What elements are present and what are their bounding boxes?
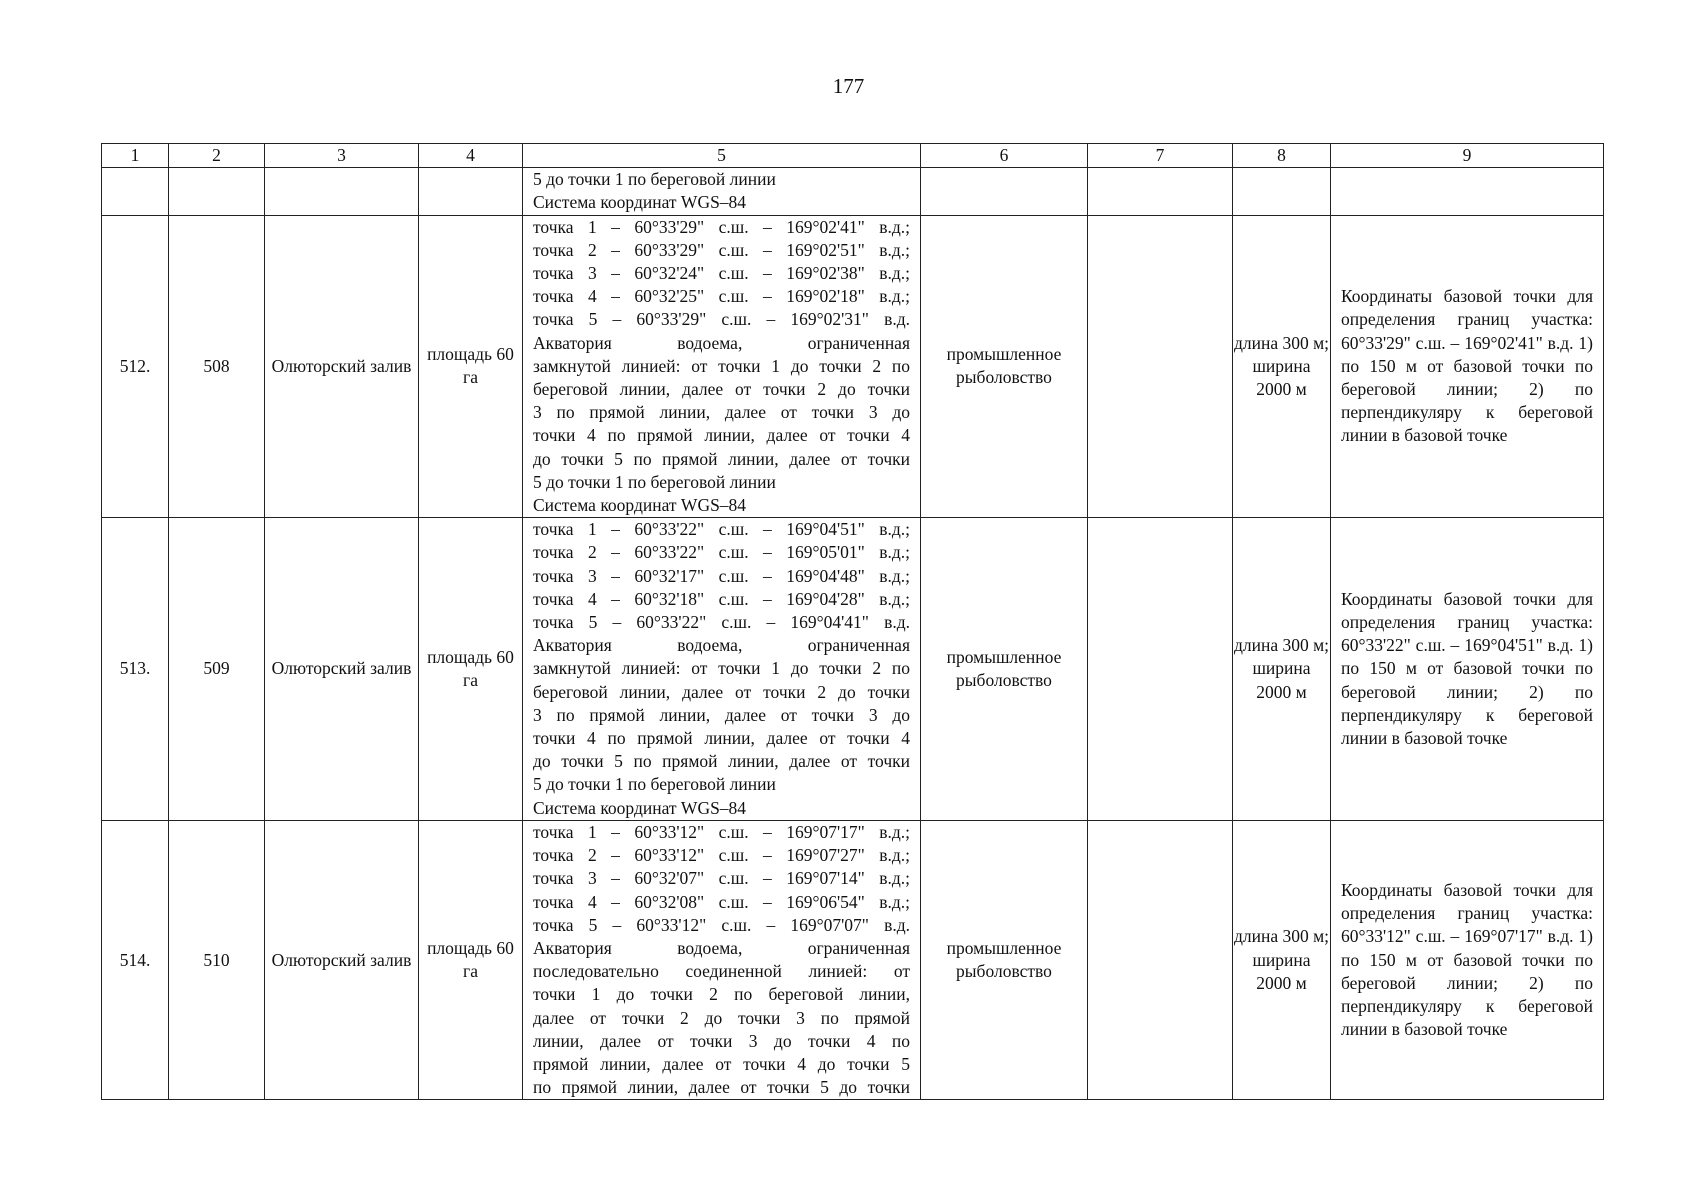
- description-line: точка 1 – 60°33'29" с.ш. – 169°02'41" в.д.;: [533, 216, 910, 237]
- base-point-note-cell: [1331, 168, 1604, 215]
- description-line: далее от точки 2 до точки 3 по прямой: [533, 1007, 910, 1028]
- column-number: 9: [1331, 144, 1604, 168]
- description-line: береговой линии, далее от точки 2 до точки: [533, 681, 910, 702]
- fishing-type-cell: промышленное рыболовство: [921, 518, 1088, 821]
- description-line: точка 5 – 60°33'12" с.ш. – 169°07'07" в.д.: [533, 914, 910, 935]
- description-line: береговой линии, далее от точки 2 до точки: [533, 379, 910, 400]
- column-number: 6: [921, 144, 1088, 168]
- base-point-note-cell: Координаты базовой точки для определения границ участка: 60°33'22" с.ш. – 169°04'51" в.д. 1) по 150 м от базовой точки по береговой линии; 2) по перпендикуляру к береговой линии в базовой точке: [1331, 518, 1604, 821]
- page-number: 177: [832, 74, 865, 98]
- description-line: точки 4 по прямой линии, далее от точки 4: [533, 728, 910, 749]
- description-line: Акватория водоема, ограниченная: [533, 937, 910, 958]
- description-line: точка 3 – 60°32'17" с.ш. – 169°04'48" в.д.;: [533, 565, 910, 586]
- area-size-cell: [419, 168, 523, 215]
- boundary-description-cell: [523, 215, 921, 518]
- description-line: 5 до точки 1 по береговой линии: [533, 471, 776, 492]
- description-line: по прямой линии, далее от точки 5 до точки: [533, 1077, 910, 1098]
- location-cell: Олюторский залив: [265, 215, 419, 518]
- description-line: точка 3 – 60°32'24" с.ш. – 169°02'38" в.д.;: [533, 263, 910, 284]
- description-line: точка 4 – 60°32'25" с.ш. – 169°02'18" в.д.;: [533, 286, 910, 307]
- base-point-note-cell: Координаты базовой точки для определения границ участка: 60°33'12" с.ш. – 169°07'17" в.д. 1) по 150 м от базовой точки по береговой линии; 2) по перпендикуляру к береговой линии в базовой точке: [1331, 820, 1604, 1099]
- description-line: до точки 5 по прямой линии, далее от точки: [533, 751, 910, 772]
- area-id-cell: 510: [169, 820, 265, 1099]
- area-id-cell: 509: [169, 518, 265, 821]
- column-number: 3: [265, 144, 419, 168]
- area-size-cell: площадь 60 га: [419, 820, 523, 1099]
- description-line: точка 2 – 60°33'22" с.ш. – 169°05'01" в.д.;: [533, 542, 910, 563]
- description-line: до точки 5 по прямой линии, далее от точки: [533, 448, 910, 469]
- description-line: точка 1 – 60°33'22" с.ш. – 169°04'51" в.д.;: [533, 519, 910, 540]
- description-line: точка 5 – 60°33'22" с.ш. – 169°04'41" в.д.: [533, 612, 910, 633]
- boundary-description-cell: [523, 168, 921, 215]
- fishing-areas-table: [101, 143, 1604, 1100]
- description-line: 5 до точки 1 по береговой линии: [533, 169, 776, 190]
- dimensions-cell: длина 300 м; ширина 2000 м: [1233, 215, 1331, 518]
- description-line: точка 4 – 60°32'18" с.ш. – 169°04'28" в.д.;: [533, 588, 910, 609]
- description-line: точки 1 до точки 2 по береговой линии,: [533, 984, 910, 1005]
- location-cell: Олюторский залив: [265, 820, 419, 1099]
- description-line: последовательно соединенной линией: от: [533, 961, 910, 982]
- description-line: точка 2 – 60°33'29" с.ш. – 169°02'51" в.д.;: [533, 239, 910, 260]
- description-line: точка 3 – 60°32'07" с.ш. – 169°07'14" в.д.;: [533, 868, 910, 889]
- boundary-description-cell: [523, 820, 921, 1099]
- column-7-cell: [1088, 215, 1233, 518]
- description-line: точка 1 – 60°33'12" с.ш. – 169°07'17" в.д.;: [533, 821, 910, 842]
- column-number: 5: [523, 144, 921, 168]
- column-number: 2: [169, 144, 265, 168]
- description-line: Система координат WGS–84: [533, 797, 747, 818]
- description-line: Система координат WGS–84: [533, 495, 747, 516]
- row-number-cell: 512.: [102, 215, 169, 518]
- description-line: 3 по прямой линии, далее от точки 3 до: [533, 402, 910, 423]
- dimensions-cell: длина 300 м; ширина 2000 м: [1233, 518, 1331, 821]
- table-row: [102, 518, 1604, 821]
- boundary-description-cell: [523, 518, 921, 821]
- fishing-type-cell: [921, 168, 1088, 215]
- description-line: Акватория водоема, ограниченная: [533, 635, 910, 656]
- area-id-cell: [169, 168, 265, 215]
- column-number: 8: [1233, 144, 1331, 168]
- row-number-cell: 514.: [102, 820, 169, 1099]
- description-line: 5 до точки 1 по береговой линии: [533, 774, 776, 795]
- table-row: [102, 820, 1604, 1099]
- column-number: 4: [419, 144, 523, 168]
- column-7-cell: [1088, 820, 1233, 1099]
- description-line: 3 по прямой линии, далее от точки 3 до: [533, 704, 910, 725]
- column-number: 1: [102, 144, 169, 168]
- area-id-cell: 508: [169, 215, 265, 518]
- column-7-cell: [1088, 518, 1233, 821]
- table-row: [102, 215, 1604, 518]
- dimensions-cell: [1233, 168, 1331, 215]
- location-cell: Олюторский залив: [265, 518, 419, 821]
- description-line: Система координат WGS–84: [533, 192, 747, 213]
- description-line: точка 5 – 60°33'29" с.ш. – 169°02'31" в.д.: [533, 309, 910, 330]
- description-line: точка 4 – 60°32'08" с.ш. – 169°06'54" в.д.;: [533, 891, 910, 912]
- description-line: линии, далее от точки 3 до точки 4 по: [533, 1030, 910, 1051]
- row-number-cell: 513.: [102, 518, 169, 821]
- description-line: замкнутой линией: от точки 1 до точки 2 по: [533, 355, 910, 376]
- base-point-note-cell: Координаты базовой точки для определения границ участка: 60°33'29" с.ш. – 169°02'41" в.д. 1) по 150 м от базовой точки по береговой линии; 2) по перпендикуляру к береговой линии в базовой точке: [1331, 215, 1604, 518]
- area-size-cell: площадь 60 га: [419, 518, 523, 821]
- description-line: точка 2 – 60°33'12" с.ш. – 169°07'27" в.д.;: [533, 845, 910, 866]
- location-cell: [265, 168, 419, 215]
- dimensions-cell: длина 300 м; ширина 2000 м: [1233, 820, 1331, 1099]
- description-line: прямой линии, далее от точки 4 до точки 5: [533, 1053, 910, 1074]
- description-line: замкнутой линией: от точки 1 до точки 2 по: [533, 658, 910, 679]
- fishing-type-cell: промышленное рыболовство: [921, 215, 1088, 518]
- description-line: Акватория водоема, ограниченная: [533, 332, 910, 353]
- description-line: точки 4 по прямой линии, далее от точки 4: [533, 425, 910, 446]
- continuation-row: [102, 168, 1604, 215]
- row-number-cell: [102, 168, 169, 215]
- area-size-cell: площадь 60 га: [419, 215, 523, 518]
- column-7-cell: [1088, 168, 1233, 215]
- column-number-row: [102, 144, 1604, 168]
- fishing-type-cell: промышленное рыболовство: [921, 820, 1088, 1099]
- column-number: 7: [1088, 144, 1233, 168]
